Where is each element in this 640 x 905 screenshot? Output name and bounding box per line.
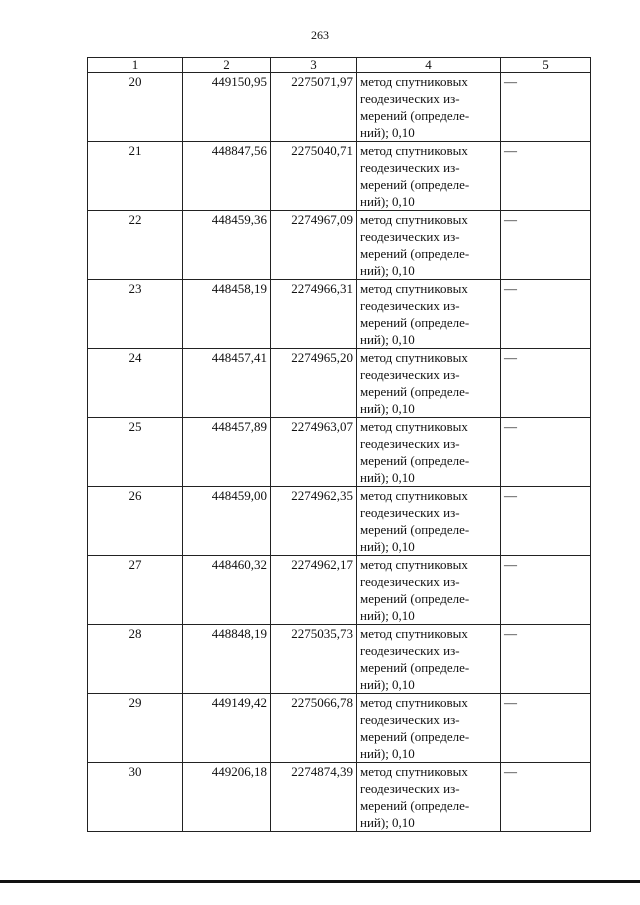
x-coordinate-cell: 448848,19 <box>183 625 271 694</box>
method-cell: метод спутниковых геодезических из- мерений (определе- ний); 0,10 <box>357 73 501 142</box>
table-row <box>88 418 591 487</box>
header-col-4: 4 <box>357 58 501 73</box>
y-coordinate-cell: 2275071,97 <box>271 73 357 142</box>
accuracy-cell: — <box>501 556 591 625</box>
point-number-cell: 28 <box>88 625 183 694</box>
point-number-cell: 30 <box>88 763 183 832</box>
point-number-cell: 29 <box>88 694 183 763</box>
x-coordinate-cell: 449149,42 <box>183 694 271 763</box>
header-col-3: 3 <box>271 58 357 73</box>
method-cell: метод спутниковых геодезических из- мерений (определе- ний); 0,10 <box>357 487 501 556</box>
header-col-1: 1 <box>88 58 183 73</box>
accuracy-cell: — <box>501 142 591 211</box>
header-col-5: 5 <box>501 58 591 73</box>
table-row <box>88 556 591 625</box>
table-row <box>88 763 591 832</box>
y-coordinate-cell: 2275066,78 <box>271 694 357 763</box>
table-row <box>88 349 591 418</box>
y-coordinate-cell: 2274966,31 <box>271 280 357 349</box>
point-number-cell: 23 <box>88 280 183 349</box>
point-number-cell: 27 <box>88 556 183 625</box>
table-row <box>88 280 591 349</box>
coordinates-table <box>87 57 591 832</box>
point-number-cell: 25 <box>88 418 183 487</box>
y-coordinate-cell: 2274962,35 <box>271 487 357 556</box>
accuracy-cell: — <box>501 487 591 556</box>
table-row <box>88 73 591 142</box>
y-coordinate-cell: 2274962,17 <box>271 556 357 625</box>
accuracy-cell: — <box>501 73 591 142</box>
method-cell: метод спутниковых геодезических из- мерений (определе- ний); 0,10 <box>357 211 501 280</box>
point-number-cell: 26 <box>88 487 183 556</box>
x-coordinate-cell: 448458,19 <box>183 280 271 349</box>
table-row <box>88 694 591 763</box>
accuracy-cell: — <box>501 349 591 418</box>
method-cell: метод спутниковых геодезических из- мерений (определе- ний); 0,10 <box>357 349 501 418</box>
method-cell: метод спутниковых геодезических из- мерений (определе- ний); 0,10 <box>357 625 501 694</box>
y-coordinate-cell: 2274874,39 <box>271 763 357 832</box>
x-coordinate-cell: 449206,18 <box>183 763 271 832</box>
x-coordinate-cell: 448457,41 <box>183 349 271 418</box>
y-coordinate-cell: 2274963,07 <box>271 418 357 487</box>
header-row <box>88 58 591 73</box>
table-row <box>88 487 591 556</box>
x-coordinate-cell: 448460,32 <box>183 556 271 625</box>
x-coordinate-cell: 448457,89 <box>183 418 271 487</box>
table-row <box>88 625 591 694</box>
accuracy-cell: — <box>501 280 591 349</box>
accuracy-cell: — <box>501 763 591 832</box>
point-number-cell: 20 <box>88 73 183 142</box>
y-coordinate-cell: 2274967,09 <box>271 211 357 280</box>
point-number-cell: 24 <box>88 349 183 418</box>
method-cell: метод спутниковых геодезических из- мерений (определе- ний); 0,10 <box>357 694 501 763</box>
point-number-cell: 22 <box>88 211 183 280</box>
point-number-cell: 21 <box>88 142 183 211</box>
header-col-2: 2 <box>183 58 271 73</box>
accuracy-cell: — <box>501 694 591 763</box>
method-cell: метод спутниковых геодезических из- мерений (определе- ний); 0,10 <box>357 280 501 349</box>
table-row <box>88 142 591 211</box>
x-coordinate-cell: 448847,56 <box>183 142 271 211</box>
table-header <box>88 58 591 73</box>
accuracy-cell: — <box>501 418 591 487</box>
y-coordinate-cell: 2275035,73 <box>271 625 357 694</box>
y-coordinate-cell: 2275040,71 <box>271 142 357 211</box>
y-coordinate-cell: 2274965,20 <box>271 349 357 418</box>
accuracy-cell: — <box>501 211 591 280</box>
x-coordinate-cell: 448459,00 <box>183 487 271 556</box>
bottom-rule <box>0 880 640 883</box>
table-body <box>88 73 591 832</box>
accuracy-cell: — <box>501 625 591 694</box>
table-row <box>88 211 591 280</box>
x-coordinate-cell: 448459,36 <box>183 211 271 280</box>
page-number: 263 <box>311 28 329 42</box>
method-cell: метод спутниковых геодезических из- мерений (определе- ний); 0,10 <box>357 142 501 211</box>
method-cell: метод спутниковых геодезических из- мерений (определе- ний); 0,10 <box>357 418 501 487</box>
x-coordinate-cell: 449150,95 <box>183 73 271 142</box>
method-cell: метод спутниковых геодезических из- мерений (определе- ний); 0,10 <box>357 763 501 832</box>
method-cell: метод спутниковых геодезических из- мерений (определе- ний); 0,10 <box>357 556 501 625</box>
